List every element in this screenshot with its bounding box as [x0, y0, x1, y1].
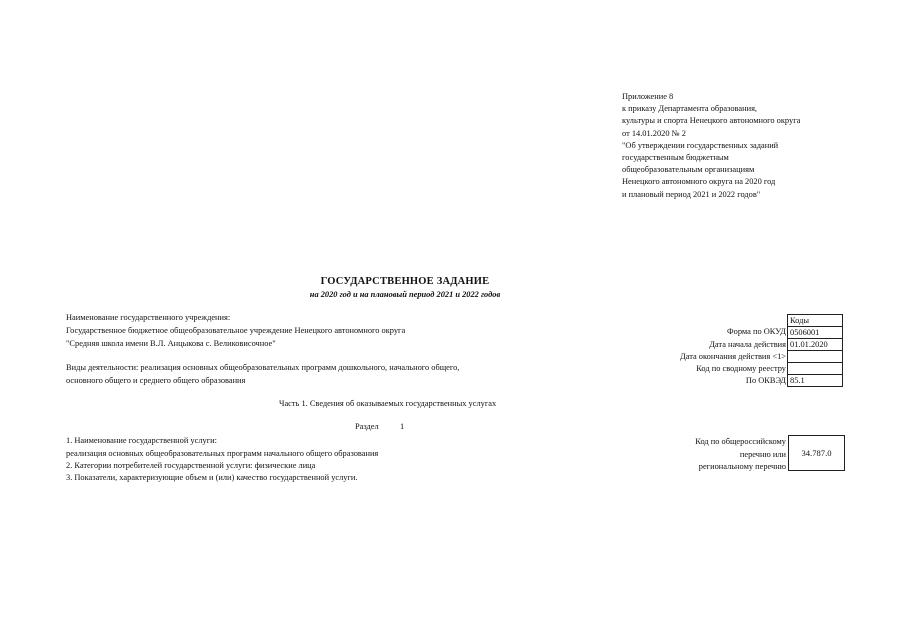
- service-item-indicators: 3. Показатели, характеризующие объем и (или) качество государственной услуги.: [66, 473, 358, 482]
- registry-code-value: 34.787.0: [801, 448, 832, 458]
- codes-label-okud: Форма по ОКУД: [727, 327, 786, 336]
- codes-label-start-date: Дата начала действия: [709, 340, 786, 349]
- codes-okved-value: 85.1: [788, 375, 843, 387]
- codes-label-okved: По ОКВЭД: [745, 376, 786, 385]
- annex-line: от 14.01.2020 № 2: [622, 128, 686, 138]
- service-item-name-value: реализация основных общеобразовательных программ начального общего образования: [66, 449, 379, 458]
- registry-label-line: Код по общероссийскому: [695, 437, 786, 446]
- annex-line: Приложение 8: [622, 92, 674, 101]
- institution-name-line: Государственное бюджетное общеобразовательное учреждение Ненецкого автономного округа: [66, 326, 406, 335]
- service-item-consumers: 2. Категории потребителей государственной услуги: физические лица: [66, 461, 316, 470]
- codes-start-date-value: 01.01.2020: [788, 339, 843, 351]
- codes-label-registry: Код по сводному реестру: [696, 364, 786, 373]
- codes-end-date-value: [788, 351, 843, 363]
- annex-block: [622, 91, 800, 201]
- activity-types-line: основного общего и среднего общего образования: [66, 376, 246, 385]
- codes-okud-value: 0506001: [788, 327, 843, 339]
- annex-line: к приказу Департамента образования,: [622, 104, 758, 114]
- codes-label-end-date: Дата окончания действия <1>: [680, 352, 786, 361]
- activity-types-line: Виды деятельности: реализация основных общеобразовательных программ дошкольного, начального общего,: [66, 363, 460, 372]
- registry-code-box: [788, 435, 845, 471]
- annex-line: общеобразовательным организациям: [622, 165, 755, 175]
- annex-line: и плановый период 2021 и 2022 годов": [622, 189, 761, 199]
- annex-line: Ненецкого автономного округа на 2020 год: [622, 177, 776, 187]
- section-number: 1: [400, 422, 405, 431]
- codes-header: Коды: [788, 315, 843, 327]
- document-title: ГОСУДАРСТВЕННОЕ ЗАДАНИЕ: [320, 276, 490, 287]
- section-label: Раздел: [355, 422, 379, 431]
- registry-label-line: перечню или: [739, 450, 786, 459]
- institution-name-line: "Средняя школа имени В.Л. Анцыкова с. Великовисочное": [66, 339, 276, 348]
- service-item-name-label: 1. Наименование государственной услуги:: [66, 436, 217, 445]
- registry-label-line: региональному перечню: [698, 462, 786, 471]
- codes-registry-value: [788, 363, 843, 375]
- annex-line: "Об утверждении государственных заданий: [622, 140, 779, 150]
- annex-line: культуры и спорта Ненецкого автономного округа: [622, 116, 801, 126]
- annex-line: государственным бюджетным: [622, 153, 729, 163]
- document-subtitle: на 2020 год и на плановый период 2021 и 2022 годов: [309, 290, 501, 299]
- institution-name-label: Наименование государственного учреждения:: [66, 313, 231, 322]
- part-title: Часть 1. Сведения об оказываемых государственных услугах: [279, 399, 497, 408]
- codes-table: [787, 314, 843, 387]
